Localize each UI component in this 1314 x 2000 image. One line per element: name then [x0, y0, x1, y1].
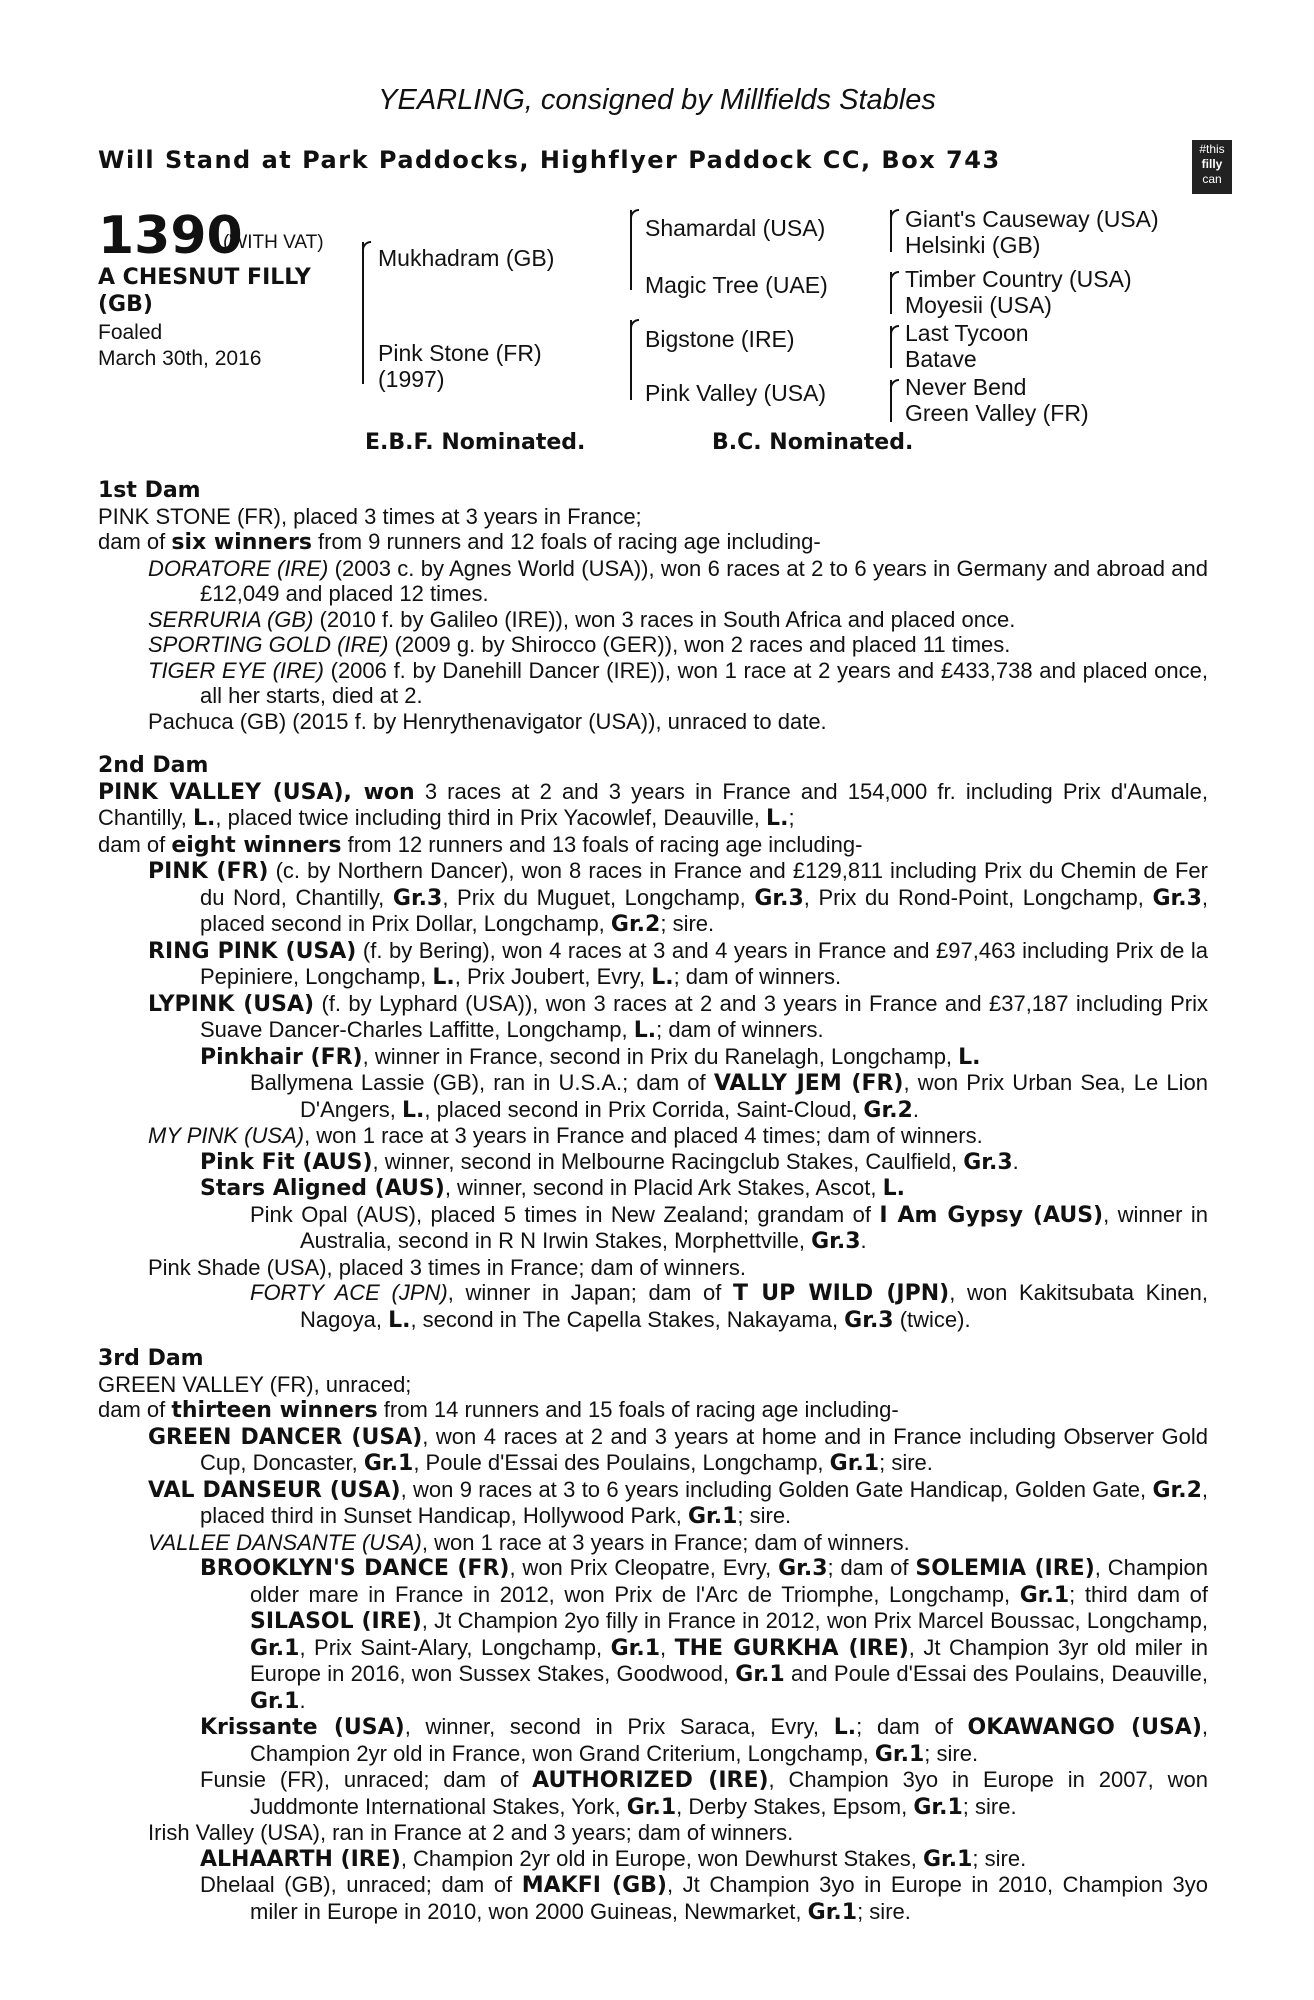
- offspring-entry: SPORTING GOLD (IRE) (2009 g. by Shirocco (GER)), won 2 races and placed 11 times.: [148, 632, 1011, 657]
- pedigree-dam: Pink Stone (FR): [378, 340, 542, 366]
- section-heading: 3rd Dam: [98, 1346, 204, 1371]
- offspring-entry: TIGER EYE (IRE) (2006 f. by Danehill Dancer (IRE)), won 1 race at 2 years and £433,738 and placed once, all her starts, died at 2.: [148, 657, 1209, 708]
- offspring-entry: Pachuca (GB) (2015 f. by Henrythenavigator (USA)), unraced to date.: [148, 708, 827, 734]
- bc-nomination: B.C. Nominated.: [712, 430, 914, 455]
- offspring-entry: RING PINK (USA) (f. by Bering), won 4 races at 3 and 4 years in France and £97,463 including Prix de la Pepiniere, Longchamp, L., Prix Joubert, Evry, L.; dam of winners.: [148, 937, 1209, 990]
- grand-offspring-entry: Funsie (FR), unraced; dam of AUTHORIZED (IRE), Champion 3yo in Europe in 2007, won Juddmonte International Stakes, York, Gr.1, Derby Stakes, Epsom, Gr.1; sire.: [200, 1767, 1208, 1820]
- offspring-entry: DORATORE (IRE) (2003 c. by Agnes World (USA)), won 6 races at 2 to 6 years in Germany and abroad and £12,049 and placed 12 times.: [148, 555, 1208, 606]
- pedigree-brace: [890, 380, 892, 422]
- section-heading: 1st Dam: [98, 478, 201, 503]
- dam-produce-line: dam of eight winners from 12 runners and 13 foals of racing age including-: [98, 831, 863, 858]
- offspring-entry: PINK (FR) (c. by Northern Dancer), won 8 races in France and £129,811 including Prix du Chemin de Fer du Nord, Chantilly, Gr.3, Prix du Muguet, Longchamp, Gr.3, Prix du Rond-Point, Longchamp, Gr.3, placed second in Prix Dollar, Longchamp, Gr.2; sire.: [148, 858, 1209, 937]
- hashtag-logo: [1192, 140, 1232, 194]
- pedigree-brace: [890, 272, 892, 314]
- pedigree-sss: Giant's Causeway (USA): [905, 206, 1159, 232]
- pedigree-sdd: Moyesii (USA): [905, 292, 1052, 318]
- grand-offspring-entry: Pinkhair (FR), winner in France, second in Prix du Ranelagh, Longchamp, L.: [200, 1043, 981, 1070]
- logo-line: #this: [1199, 142, 1225, 156]
- lot-number: 1390: [98, 206, 243, 266]
- dam-line: PINK VALLEY (USA), won 3 races at 2 and 3 years in France and 154,000 fr. including Prix d'Aumale, Chantilly, L., placed twice including third in Prix Yacowlef, Deauville, L.;: [98, 778, 1208, 831]
- dam-line: PINK STONE (FR), placed 3 times at 3 years in France;: [98, 503, 642, 529]
- dam-produce-line: dam of six winners from 9 runners and 12 foals of racing age including-: [98, 529, 821, 555]
- offspring-entry: MY PINK (USA), won 1 race at 3 years in France and placed 4 times; dam of winners.: [148, 1123, 983, 1148]
- grand-offspring-entry: Pink Fit (AUS), winner, second in Melbourne Racingclub Stakes, Caulfield, Gr.3.: [200, 1148, 1019, 1175]
- pedigree-sire: Mukhadram (GB): [378, 245, 555, 271]
- page-header: YEARLING, consigned by Millfields Stables: [378, 84, 936, 116]
- logo-line: filly: [1201, 157, 1223, 171]
- pedigree-sds: Timber Country (USA): [905, 266, 1132, 292]
- offspring-entry: LYPINK (USA) (f. by Lyphard (USA)), won 3 races at 2 and 3 years in France and £37,187 including Prix Suave Dancer-Charles Laffitte, Longchamp, L.; dam of winners.: [148, 990, 1209, 1043]
- offspring-entry: Irish Valley (USA), ran in France at 2 and 3 years; dam of winners.: [148, 1820, 794, 1845]
- horse-name-line: (GB): [98, 292, 153, 317]
- offspring-entry: GREEN DANCER (USA), won 4 races at 2 and 3 years at home and in France including Observer Gold Cup, Doncaster, Gr.1, Poule d'Essai des Poulains, Longchamp, Gr.1; sire.: [148, 1423, 1208, 1476]
- offspring-entry: Pink Shade (USA), placed 3 times in France; dam of winners.: [148, 1254, 746, 1280]
- second-dam-section: [98, 753, 1208, 1333]
- pedigree-sire-sire: Shamardal (USA): [645, 215, 826, 241]
- stand-location: Will Stand at Park Paddocks, Highflyer Paddock CC, Box 743: [98, 146, 1001, 174]
- grand-offspring-entry: Stars Aligned (AUS), winner, second in Placid Ark Stakes, Ascot, L.: [200, 1175, 905, 1201]
- pedigree-dss: Last Tycoon: [905, 320, 1029, 346]
- third-dam-section: [98, 1346, 1208, 1925]
- pedigree-dam-dam: Pink Valley (USA): [645, 380, 827, 406]
- pedigree-brace: [630, 320, 632, 400]
- pedigree-ssd: Helsinki (GB): [905, 232, 1041, 258]
- dam-produce-line: dam of thirteen winners from 14 runners and 15 foals of racing age including-: [98, 1397, 899, 1423]
- offspring-entry: SERRURIA (GB) (2010 f. by Galileo (IRE)), won 3 races in South Africa and placed once.: [148, 606, 1016, 632]
- pedigree-brace: [890, 210, 892, 252]
- pedigree-dam-year: (1997): [378, 366, 445, 392]
- offspring-entry: VAL DANSEUR (USA), won 9 races at 3 to 6 years including Golden Gate Handicap, Golden Gate, Gr.2, placed third in Sunset Handicap, Hollywood Park, Gr.1; sire.: [148, 1476, 1208, 1529]
- grand-offspring-entry: Pink Opal (AUS), placed 5 times in New Zealand; grandam of I Am Gypsy (AUS), winner in Australia, second in R N Irwin Stakes, Morphettville, Gr.3.: [250, 1201, 1208, 1254]
- horse-name-line: A CHESNUT FILLY: [98, 265, 311, 290]
- pedigree-brace: [890, 326, 892, 368]
- vat-note: (WITH VAT): [223, 232, 324, 253]
- section-heading: 2nd Dam: [98, 753, 209, 778]
- pedigree-dds: Never Bend: [905, 374, 1027, 400]
- pedigree-brace: [362, 242, 364, 384]
- grand-offspring-entry: ALHAARTH (IRE), Champion 2yr old in Europe, won Dewhurst Stakes, Gr.1; sire.: [200, 1845, 1027, 1872]
- foaled-label: Foaled: [98, 321, 163, 344]
- grand-offspring-entry: Ballymena Lassie (GB), ran in U.S.A.; dam of VALLY JEM (FR), won Prix Urban Sea, Le Lion D'Angers, L., placed second in Prix Corrida, Saint-Cloud, Gr.2.: [250, 1070, 1208, 1123]
- grand-offspring-entry: FORTY ACE (JPN), winner in Japan; dam of T UP WILD (JPN), won Kakitsubata Kinen, Nagoya, L., second in The Capella Stakes, Nakayama, Gr.3 (twice).: [250, 1280, 1208, 1333]
- grand-offspring-entry: Krissante (USA), winner, second in Prix Saraca, Evry, L.; dam of OKAWANGO (USA), Champion 2yr old in France, won Grand Criterium, Longchamp, Gr.1; sire.: [200, 1714, 1209, 1767]
- pedigree-dam-sire: Bigstone (IRE): [645, 326, 795, 352]
- dam-line: GREEN VALLEY (FR), unraced;: [98, 1371, 412, 1397]
- grand-offspring-entry: BROOKLYN'S DANCE (FR), won Prix Cleopatre, Evry, Gr.3; dam of SOLEMIA (IRE), Champion older mare in France in 2012, won Prix de l'Arc de Triomphe, Longchamp, Gr.1; third dam of SILASOL (IRE), Jt Champion 2yo filly in France in 2012, won Prix Marcel Boussac, Longchamp, Gr.1, Prix Saint-Alary, Longchamp, Gr.1, THE GURKHA (IRE), Jt Champion 3yr old miler in Europe in 2016, won Sussex Stakes, Goodwood, Gr.1 and Poule d'Essai des Poulains, Deauville, Gr.1.: [200, 1555, 1209, 1714]
- grand-offspring-entry: Dhelaal (GB), unraced; dam of MAKFI (GB), Jt Champion 3yo in Europe in 2010, Champion 3yo miler in Europe in 2010, won 2000 Guineas, Newmarket, Gr.1; sire.: [200, 1872, 1208, 1925]
- first-dam-section: [98, 478, 1208, 734]
- logo-line: can: [1202, 172, 1222, 186]
- pedigree-sire-dam: Magic Tree (UAE): [645, 272, 828, 298]
- pedigree-ddd: Green Valley (FR): [905, 400, 1089, 426]
- pedigree-brace: [630, 210, 632, 290]
- foaled-info: [98, 320, 261, 372]
- pedigree-dsd: Batave: [905, 346, 977, 372]
- horse-name: [98, 264, 311, 318]
- foaled-date: March 30th, 2016: [98, 347, 262, 370]
- ebf-nomination: E.B.F. Nominated.: [365, 430, 586, 455]
- offspring-entry: VALLEE DANSANTE (USA), won 1 race at 3 years in France; dam of winners.: [148, 1529, 910, 1555]
